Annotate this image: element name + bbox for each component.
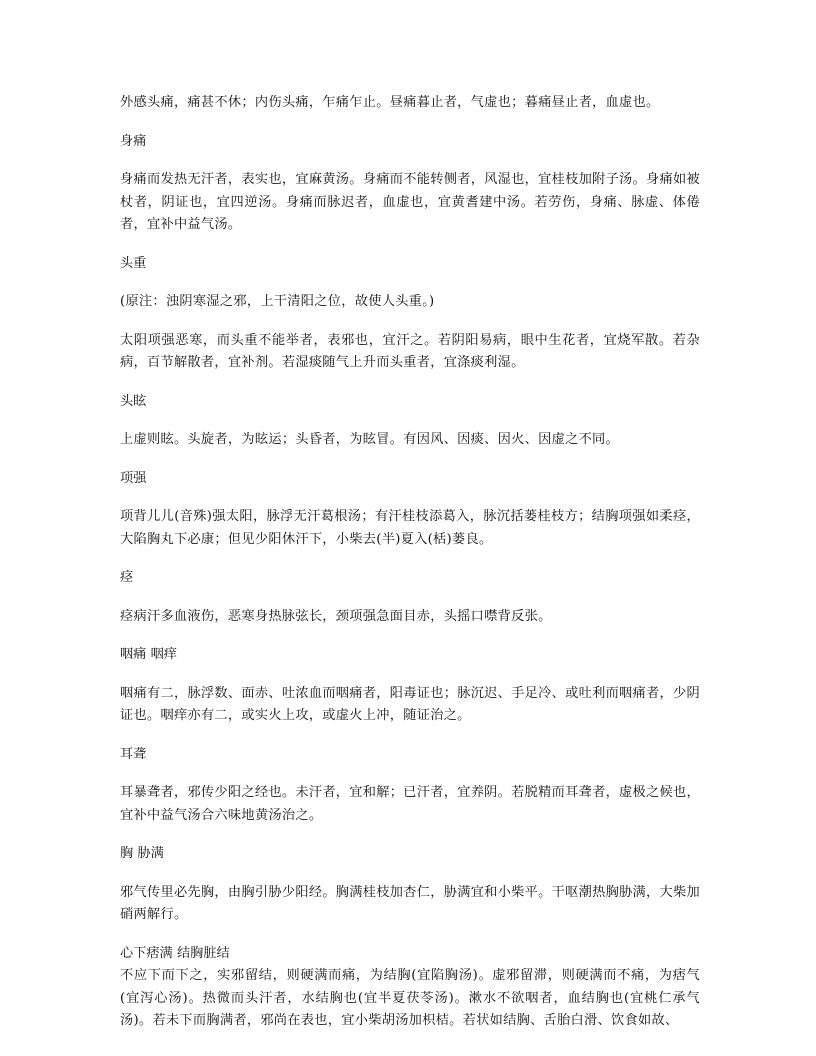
paragraph-body-pain: 身痛而发热无汗者，表实也，宜麻黄汤。身痛而不能转侧者，风湿也，宜桂枝加附子汤。身痛如被杖者，阴证也，宜四逆汤。身痛而脉迟者，血虚也，宜黄耆建中汤。若劳伤，身痛、脉虚、体倦者，宜补中益气汤。 (120, 172, 700, 232)
section-heading-dizziness: 头眩 (120, 393, 147, 409)
paragraph-throat: 咽痛有二，脉浮数、面赤、吐浓血而咽痛者，阳毒证也；脉沉迟、手足冷、或吐利而咽痛者，少阴证也。咽痒亦有二，或实火上攻，或虚火上冲，随证治之。 (120, 685, 700, 723)
paragraph-deafness: 耳暴聋者，邪传少阳之经也。未汗者，宜和解；已汗者，宜养阴。若脱精而耳聋者，虚极之候也，宜补中益气汤合六味地黄汤治之。 (120, 785, 700, 823)
paragraph-heavy-head-note: (原注：浊阴寒湿之邪，上干清阳之位，故使人头重。) (120, 294, 435, 309)
document-page (120, 92, 700, 1049)
section-heading-body-pain: 身痛 (120, 133, 147, 149)
paragraph-epigastric: 不应下而下之，实邪留结，则硬满而痛，为结胸(宜陷胸汤)。虚邪留滞，则硬满而不痛，为痞气(宜泻心汤)。热微而头汗者，水结胸也(宜半夏茯苓汤)。漱水不欲咽者，血结胸也(宜桃仁承气汤)。若未下而胸满者，邪尚在表也，宜小柴胡汤加枳桔。若状如结胸、舌胎白滑、饮食如故、 (120, 968, 700, 1028)
section-heading-throat: 咽痛 咽痒 (120, 647, 177, 662)
paragraph-heavy-head: 太阳项强恶寒，而头重不能举者，表邪也，宜汗之。若阴阳易病，眼中生花者，宜烧军散。若杂病，百节解散者，宜补剂。若湿痰随气上升而头重者，宜涤痰利湿。 (120, 332, 700, 370)
paragraph-headache: 外感头痛，痛甚不休；内伤头痛，乍痛乍止。昼痛暮止者，气虚也；暮痛昼止者，血虚也。 (120, 95, 660, 110)
section-heading-deafness: 耳聋 (120, 746, 147, 762)
paragraph-convulsion: 痉病汗多血液伤，恶寒身热脉弦长，颈项强急面目赤，头摇口噤背反张。 (120, 608, 552, 624)
paragraph-stiff-neck: 项背儿儿(音殊)强太阳，脉浮无汗葛根汤；有汗桂枝添葛入，脉沉括蒌桂枝方；结胸项强如柔痉，大陷胸丸下必康；但见少阳休汗下，小柴去(半)夏入(栝)蒌良。 (120, 509, 700, 547)
section-heading-heavy-head: 头重 (120, 255, 147, 271)
section-heading-chest: 胸 胁满 (120, 846, 164, 861)
section-heading-stiff-neck: 项强 (120, 470, 147, 486)
section-heading-epigastric: 心下痞满 结胸脏结 (120, 945, 230, 961)
section-heading-convulsion: 痉 (120, 570, 134, 585)
paragraph-chest: 邪气传里必先胸，由胸引胁少阳经。胸满桂枝加杏仁，胁满宜和小柴平。干呕潮热胸胁满，大柴加硝两解行。 (120, 884, 700, 922)
paragraph-dizziness: 上虚则眩。头旋者，为眩运；头昏者，为眩冒。有因风、因痰、因火、因虚之不同。 (120, 432, 620, 447)
